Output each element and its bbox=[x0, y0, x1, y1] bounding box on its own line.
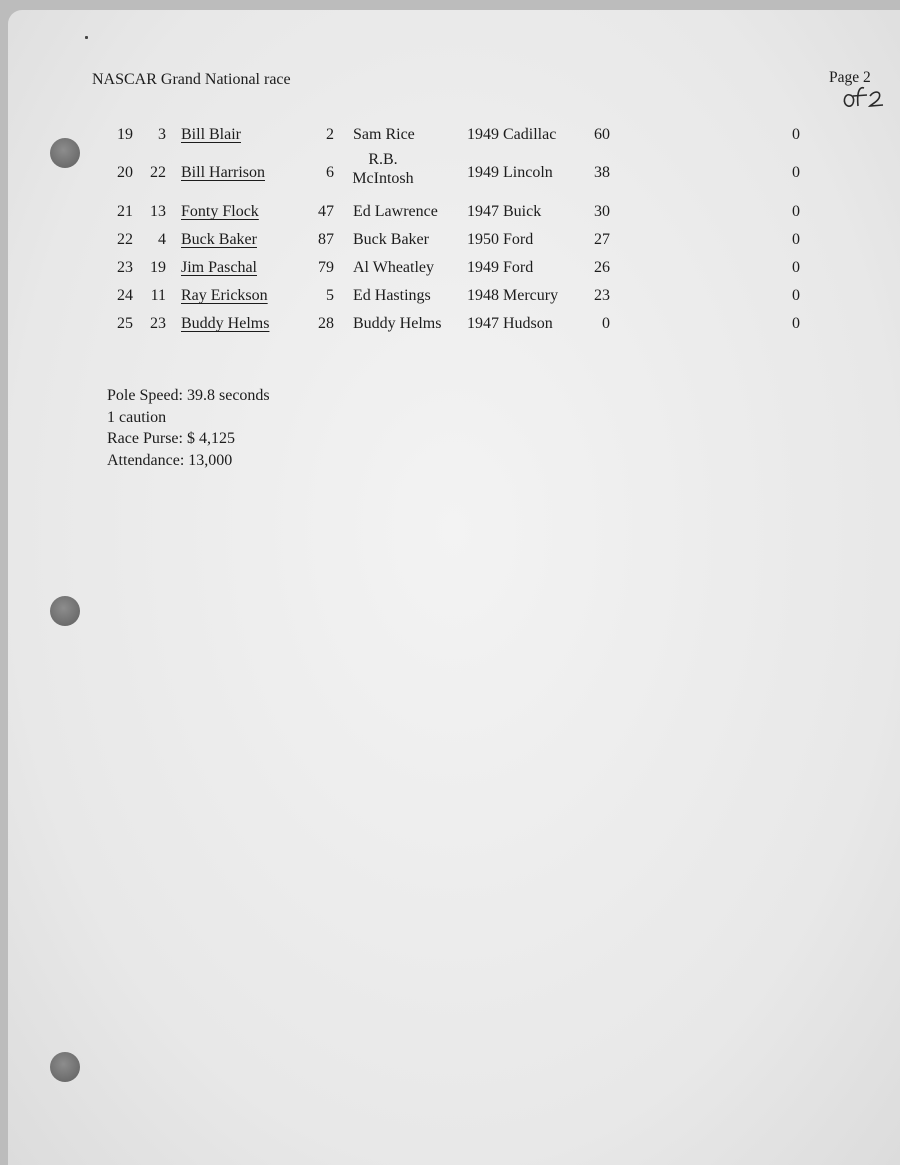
car-number: 5 bbox=[326, 287, 334, 304]
binder-hole-middle bbox=[50, 596, 80, 626]
car-owner: Buddy Helms bbox=[353, 315, 442, 332]
finish-position: 23 bbox=[117, 259, 133, 276]
table-row bbox=[0, 126, 900, 156]
car-model: 1950 Ford bbox=[467, 231, 534, 248]
finish-position: 19 bbox=[117, 126, 133, 143]
car-owner: Buck Baker bbox=[353, 231, 429, 248]
driver-link[interactable]: Ray Erickson bbox=[181, 287, 268, 304]
car-number: 28 bbox=[318, 315, 334, 332]
winnings: 0 bbox=[792, 164, 800, 181]
laps-completed: 38 bbox=[594, 164, 610, 181]
car-owner: Sam Rice bbox=[353, 126, 415, 143]
table-row bbox=[0, 315, 900, 345]
laps-completed: 0 bbox=[602, 315, 610, 332]
winnings: 0 bbox=[792, 126, 800, 143]
laps-completed: 60 bbox=[594, 126, 610, 143]
car-model: 1948 Mercury bbox=[467, 287, 559, 304]
binder-hole-bottom bbox=[50, 1052, 80, 1082]
finish-position: 24 bbox=[117, 287, 133, 304]
start-position: 3 bbox=[158, 126, 166, 143]
driver-link[interactable]: Buck Baker bbox=[181, 231, 257, 248]
page-number: Page 2 bbox=[829, 69, 871, 86]
race-purse: Race Purse: $ 4,125 bbox=[107, 430, 235, 447]
handwritten-page-total bbox=[820, 82, 892, 118]
table-row bbox=[0, 151, 900, 194]
scan-speck bbox=[85, 36, 88, 39]
car-number: 6 bbox=[326, 164, 334, 181]
table-row bbox=[0, 203, 900, 233]
car-owner: Al Wheatley bbox=[353, 259, 435, 276]
car-model: 1949 Ford bbox=[467, 259, 534, 276]
car-model: 1947 Hudson bbox=[467, 315, 553, 332]
finish-position: 25 bbox=[117, 315, 133, 332]
document-title: NASCAR Grand National race bbox=[92, 71, 291, 88]
caution-count: 1 caution bbox=[107, 408, 167, 426]
start-position: 11 bbox=[150, 287, 166, 304]
car-model: 1949 Lincoln bbox=[467, 164, 553, 181]
laps-completed: 30 bbox=[594, 203, 610, 220]
laps-completed: 27 bbox=[594, 231, 610, 248]
attendance: Attendance: 13,000 bbox=[107, 451, 233, 469]
laps-completed: 26 bbox=[594, 259, 610, 276]
driver-link[interactable]: Jim Paschal bbox=[181, 259, 257, 276]
race-stats bbox=[107, 385, 270, 471]
car-model: 1947 Buick bbox=[467, 203, 542, 220]
laps-completed: 23 bbox=[594, 287, 610, 304]
winnings: 0 bbox=[792, 231, 800, 248]
car-number: 79 bbox=[318, 259, 334, 276]
winnings: 0 bbox=[792, 259, 800, 276]
start-position: 13 bbox=[150, 203, 166, 220]
car-owner: Ed Hastings bbox=[353, 287, 431, 304]
car-owner: R.B. McIntosh bbox=[352, 151, 414, 187]
car-owner: Ed Lawrence bbox=[353, 203, 438, 220]
winnings: 0 bbox=[792, 203, 800, 220]
car-number: 2 bbox=[326, 126, 334, 143]
table-row bbox=[0, 259, 900, 289]
driver-link[interactable]: Bill Blair bbox=[181, 126, 241, 143]
pole-speed: Pole Speed: 39.8 seconds bbox=[107, 387, 270, 404]
car-number: 47 bbox=[318, 203, 334, 220]
winnings: 0 bbox=[792, 287, 800, 304]
winnings: 0 bbox=[792, 315, 800, 332]
finish-position: 20 bbox=[117, 164, 133, 181]
table-row bbox=[0, 287, 900, 317]
finish-position: 22 bbox=[117, 231, 133, 248]
driver-link[interactable]: Bill Harrison bbox=[181, 164, 265, 181]
car-number: 87 bbox=[318, 231, 334, 248]
start-position: 22 bbox=[150, 164, 166, 181]
start-position: 4 bbox=[158, 231, 166, 248]
finish-position: 21 bbox=[117, 203, 133, 220]
driver-link[interactable]: Buddy Helms bbox=[181, 315, 270, 332]
start-position: 23 bbox=[150, 315, 166, 332]
driver-link[interactable]: Fonty Flock bbox=[181, 203, 259, 220]
start-position: 19 bbox=[150, 259, 166, 276]
table-row bbox=[0, 231, 900, 261]
car-model: 1949 Cadillac bbox=[467, 126, 557, 143]
